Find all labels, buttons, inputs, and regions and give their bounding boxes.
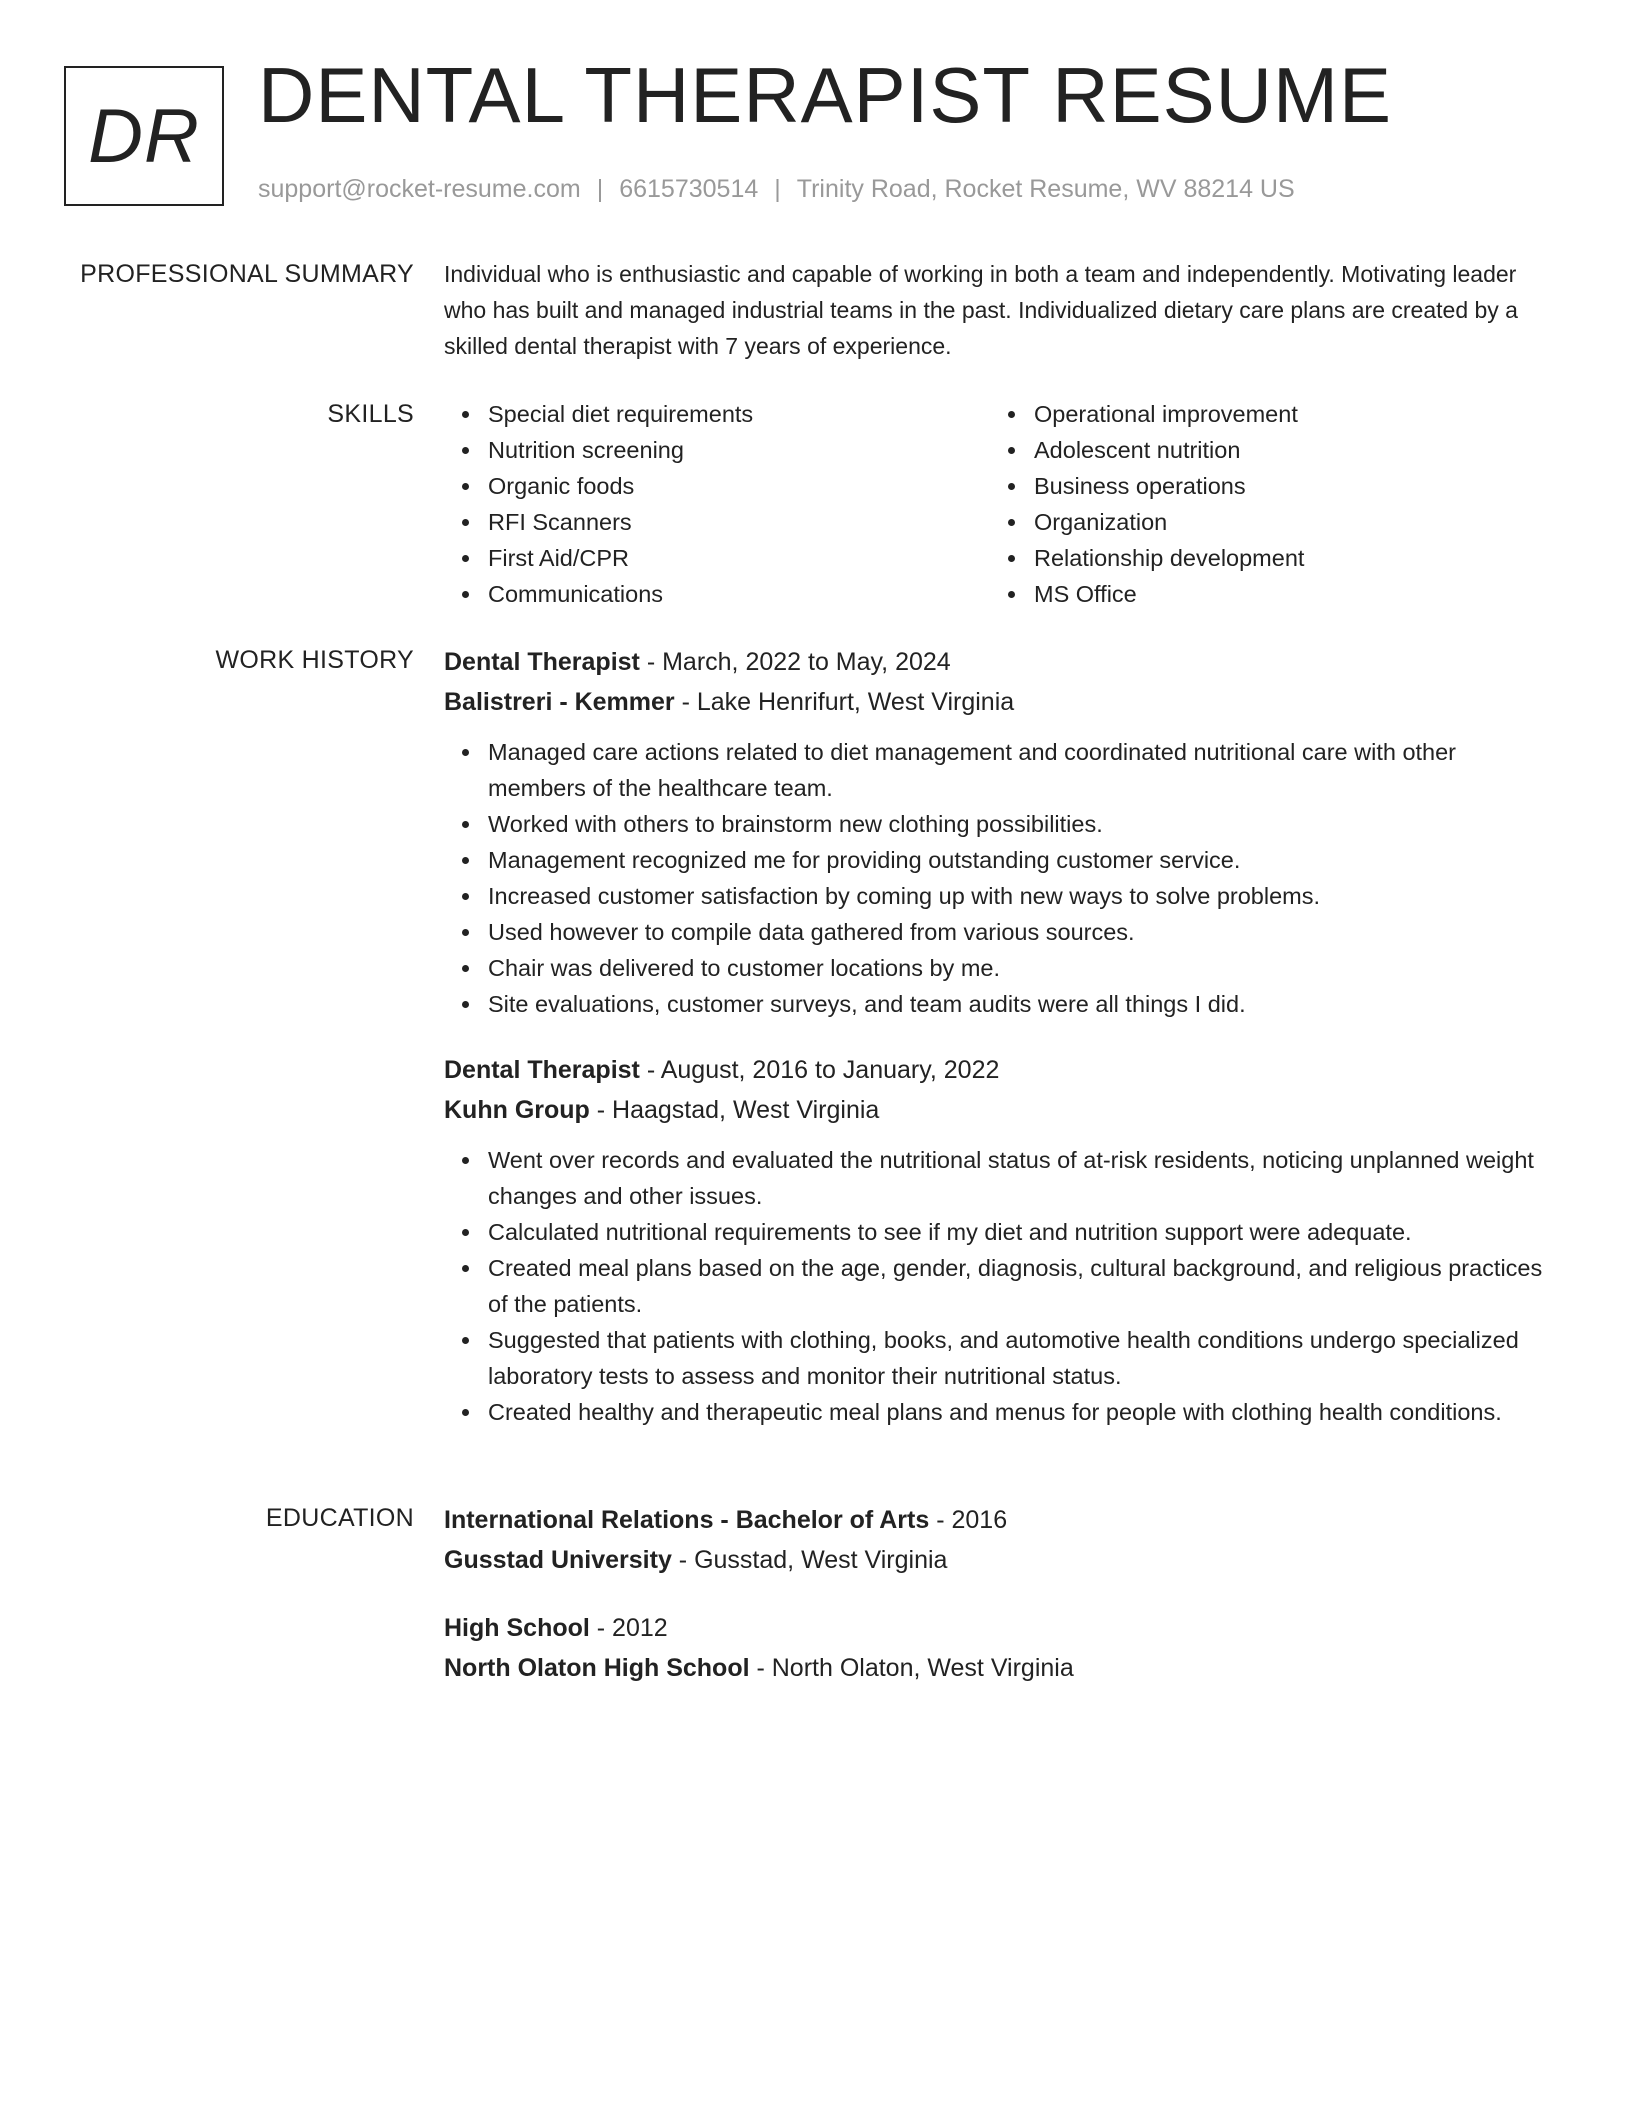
job-title-line <box>444 642 1544 682</box>
contact-address: Trinity Road, Rocket Resume, WV 88214 US <box>796 175 1295 203</box>
summary-text: Individual who is enthusiastic and capable of working in both a team and independently. Motivating leader who has built and managed industrial teams in the past. Individualized dietary care plans are created by a skilled dental therapist with 7 years of experience. <box>444 261 1518 359</box>
job-company-line <box>444 682 1544 722</box>
school: North Olaton High School <box>444 1654 750 1682</box>
job-location: - Lake Henrifurt, West Virginia <box>674 688 1015 716</box>
section-label-education: EDUCATION <box>265 1504 414 1532</box>
degree: High School <box>444 1614 590 1642</box>
skill-item: Adolescent nutrition <box>990 432 1536 468</box>
skill-item: Business operations <box>990 468 1536 504</box>
school: Gusstad University <box>444 1546 672 1574</box>
school-location: - North Olaton, West Virginia <box>749 1654 1074 1682</box>
job-entry <box>444 642 1544 1022</box>
education-entry <box>444 1608 1544 1688</box>
degree-line <box>444 1500 1544 1540</box>
section-label-summary: PROFESSIONAL SUMMARY <box>80 260 414 288</box>
skill-item: Operational improvement <box>990 396 1536 432</box>
job-company-line <box>444 1090 1544 1130</box>
job-bullets <box>444 734 1544 1022</box>
job-bullet: Created meal plans based on the age, gender, diagnosis, cultural background, and religious practices of the patients. <box>444 1250 1544 1322</box>
skill-item: Nutrition screening <box>444 432 990 468</box>
job-entry <box>444 1050 1544 1430</box>
job-bullet: Worked with others to brainstorm new clothing possibilities. <box>444 806 1544 842</box>
skill-item: Special diet requirements <box>444 396 990 432</box>
job-bullet: Suggested that patients with clothing, books, and automotive health conditions undergo specialized laboratory tests to assess and monitor their nutritional status. <box>444 1322 1544 1394</box>
job-title: Dental Therapist <box>444 648 640 676</box>
skill-item: First Aid/CPR <box>444 540 990 576</box>
job-bullets <box>444 1142 1544 1430</box>
school-line <box>444 1648 1544 1688</box>
skill-item: Organic foods <box>444 468 990 504</box>
job-bullet: Site evaluations, customer surveys, and team audits were all things I did. <box>444 986 1544 1022</box>
contact-email: support@rocket-resume.com <box>258 175 581 203</box>
contact-separator: | <box>596 175 604 203</box>
job-bullet: Calculated nutritional requirements to see if my diet and nutrition support were adequate. <box>444 1214 1544 1250</box>
degree-year: - 2016 <box>929 1506 1008 1534</box>
monogram-badge: DR <box>64 66 224 206</box>
skill-item: MS Office <box>990 576 1536 612</box>
contact-separator: | <box>774 175 781 203</box>
degree-line <box>444 1608 1544 1648</box>
resume-title: DENTAL THERAPIST RESUME <box>258 51 1393 139</box>
contact-line <box>258 174 1295 204</box>
degree-year: - 2012 <box>589 1614 668 1642</box>
job-location: - Haagstad, West Virginia <box>589 1096 880 1124</box>
section-label-skills: SKILLS <box>327 400 414 428</box>
job-bullet: Created healthy and therapeutic meal plans and menus for people with clothing health conditions. <box>444 1394 1544 1430</box>
skill-item: Organization <box>990 504 1536 540</box>
job-bullet: Chair was delivered to customer locations by me. <box>444 950 1544 986</box>
job-bullet: Managed care actions related to diet management and coordinated nutritional care with other members of the healthcare team. <box>444 734 1544 806</box>
education-entry <box>444 1500 1544 1580</box>
job-bullet: Management recognized me for providing outstanding customer service. <box>444 842 1544 878</box>
job-bullet: Went over records and evaluated the nutritional status of at-risk residents, noticing unplanned weight changes and other issues. <box>444 1142 1544 1214</box>
skill-item: RFI Scanners <box>444 504 990 540</box>
job-dates: - August, 2016 to January, 2022 <box>639 1056 1000 1084</box>
section-label-work: WORK HISTORY <box>215 646 414 674</box>
skill-item: Communications <box>444 576 990 612</box>
skills-list-right <box>990 396 1536 612</box>
school-location: - Gusstad, West Virginia <box>671 1546 948 1574</box>
degree: International Relations - Bachelor of Arts <box>444 1506 930 1534</box>
job-bullet: Increased customer satisfaction by coming up with new ways to solve problems. <box>444 878 1544 914</box>
job-dates: - March, 2022 to May, 2024 <box>639 648 951 676</box>
school-line <box>444 1540 1544 1580</box>
job-bullet: Used however to compile data gathered from various sources. <box>444 914 1544 950</box>
contact-phone: 6615730514 <box>619 175 759 203</box>
skill-item: Relationship development <box>990 540 1536 576</box>
skills-list-left <box>444 396 990 612</box>
job-title-line <box>444 1050 1544 1090</box>
job-title: Dental Therapist <box>444 1056 640 1084</box>
job-company: Balistreri - Kemmer <box>444 688 675 716</box>
job-company: Kuhn Group <box>444 1096 590 1124</box>
